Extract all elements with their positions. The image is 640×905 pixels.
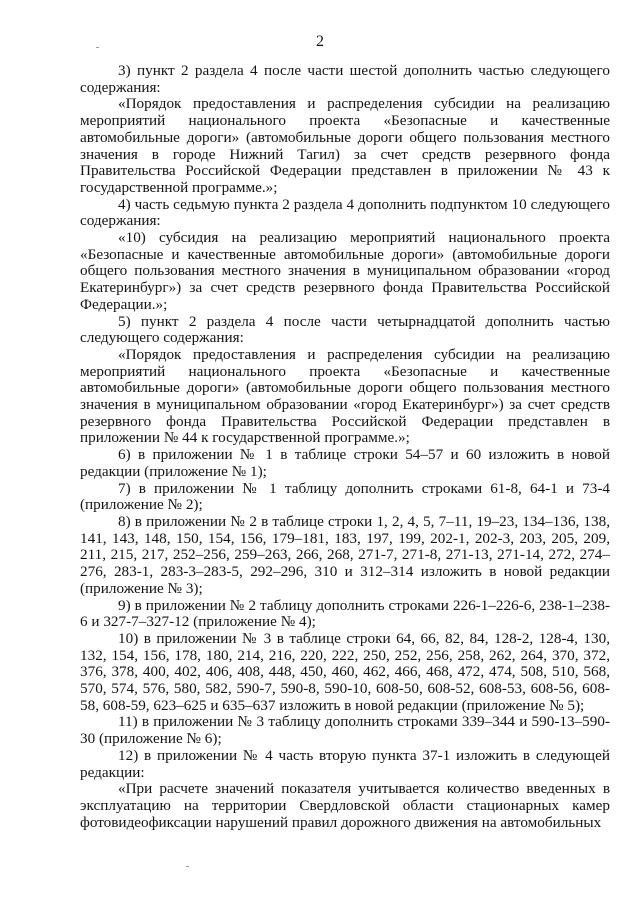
paragraph-item-7: 7) в приложении № 1 таблицу дополнить строками 61-8, 64-1 и 73-4 (приложение № 2); [80, 479, 610, 514]
paragraph-item-4: 4) часть седьмую пункта 2 раздела 4 дополнить подпунктом 10 следующего содержания: [80, 195, 610, 230]
paragraph-quote-subsidy-10: «10) субсидия на реализацию мероприятий национального проекта «Безопасные и качественные автомобильные дороги» (автомобильные дороги общего пользования местного значения в муниципальном образовании «город Екатеринбург») за счет средств резервного фонда Правительства Российской Федерации.»; [80, 229, 610, 313]
document-body [80, 63, 610, 831]
scan-mark-bottom [186, 866, 189, 867]
paragraph-item-5: 5) пункт 2 раздела 4 после части четырнадцатой дополнить частью следующего содержания: [80, 312, 610, 347]
paragraph-item-12: 12) в приложении № 4 часть вторую пункта 37-1 изложить в следующей редакции: [80, 746, 610, 781]
paragraph-item-10: 10) в приложении № 3 в таблице строки 64, 66, 82, 84, 128-2, 128-4, 130, 132, 154, 156, 178, 180, 214, 216, 220, 222, 250, 252, 256, 258, 262, 264, 370, 372, 376, 378, 400, 402, 406, 408, 448, 450, 460, 462, 466, 468, 472, 474, 508, 510, 568, 570, 574, 576, 580, 582, 590-7, 590-8, 590-10, 608-50, 608-52, 608-53, 608-56, 608-58, 608-59, 623–625 и 635–637 изложить в новой редакции (приложение № 5); [80, 629, 610, 714]
paragraph-quote-nizhny-tagil: «Порядок предоставления и распределения субсидии на реализацию мероприятий национального проекта «Безопасные и качественные автомобильные дороги» (автомобильные дороги общего пользования местного значения в городе Нижний Тагил) за счет средств резервного фонда Правительства Российской Федерации представлен в приложении № 43 к государственной программе.»; [80, 95, 610, 196]
paragraph-item-8: 8) в приложении № 2 в таблице строки 1, 2, 4, 5, 7–11, 19–23, 134–136, 138, 141, 143, 148, 150, 154, 156, 179–181, 183, 197, 199, 202-1, 202-3, 203, 205, 209, 211, 215, 217, 252–256, 259–263, 266, 268, 271-7, 271-8, 271-13, 271-14, 272, 274–276, 283-1, 283-3–283-5, 292–296, 310 и 312–314 изложить в новой редакции (приложение № 3); [80, 512, 610, 597]
paragraph-item-3: 3) пункт 2 раздела 4 после части шестой дополнить частью следующего содержания: [80, 62, 610, 96]
scan-mark-top [96, 47, 99, 48]
page-number: 2 [316, 33, 324, 50]
paragraph-item-6: 6) в приложении № 1 в таблице строки 54–57 и 60 изложить в новой редакции (приложение № 1); [80, 446, 610, 480]
paragraph-quote-cameras: «При расчете значений показателя учитывается количество введенных в эксплуатацию на территории Свердловской области стационарных камер фотовидеофиксации нарушений правил дорожного движения на автомобильных [80, 780, 610, 831]
paragraph-item-9: 9) в приложении № 2 таблицу дополнить строками 226-1–226-6, 238-1–238-6 и 327-7–327-12 (приложение № 4); [80, 596, 610, 631]
paragraph-quote-ekaterinburg: «Порядок предоставления и распределения субсидии на реализацию мероприятий национального проекта «Безопасные и качественные автомобильные дороги» (автомобильные дороги общего пользования местного значения в муниципальном образовании «город Екатеринбург») за счет средств резервного фонда Правительства Российской Федерации представлен в приложении № 44 к государственной программе.»; [80, 345, 610, 447]
paragraph-item-11: 11) в приложении № 3 таблицу дополнить строками 339–344 и 590-13–590-30 (приложение № 6); [80, 713, 610, 748]
